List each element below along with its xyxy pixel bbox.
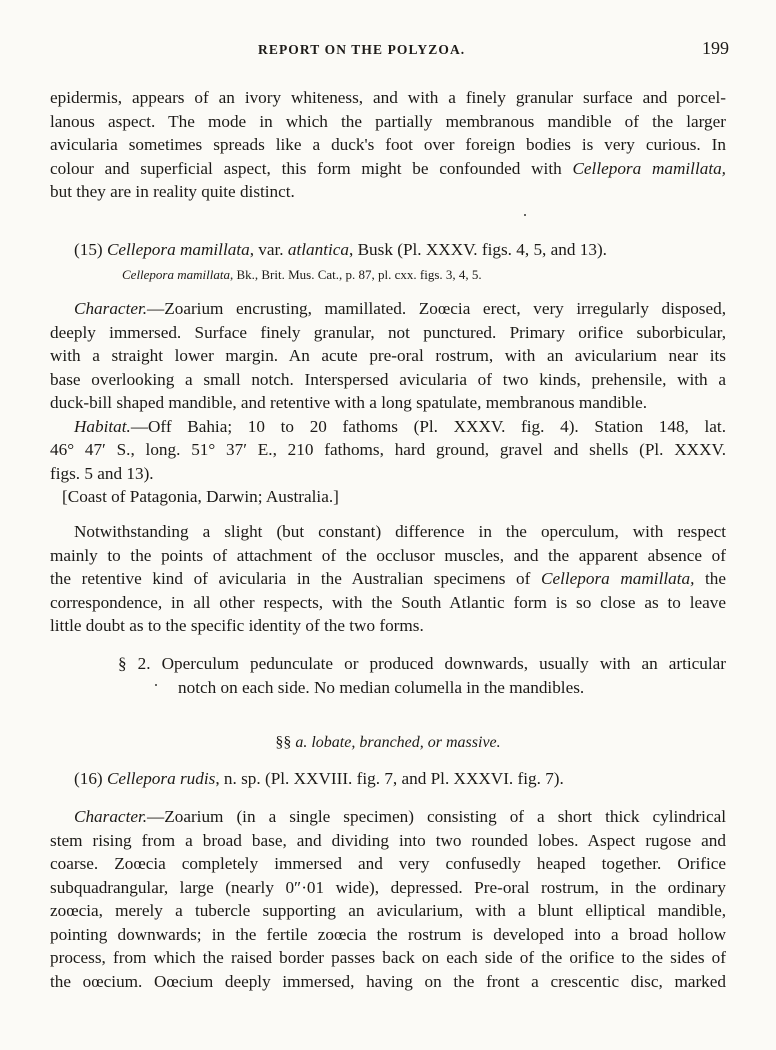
text-line: process, from which the raised border passes back on each side of the orifice to the sides of [50,948,726,967]
text-line: correspondence, in all other respects, with the South Atlantic form is so close as to leave [50,592,726,612]
text-line: colour and superficial aspect, this form might be confounded with Cellepora mamillata, [50,158,726,178]
text-line: [Coast of Patagonia, Darwin; Australia.] [62,487,339,506]
synonymy-reference: Cellepora mamillata, Bk., Brit. Mus. Cat., p. 87, pl. cxx. figs. 3, 4, 5. [122,267,482,282]
species-16-heading [50,767,726,791]
paragraph-continuation [50,86,726,204]
text-line: stem rising from a broad base, and dividing into two rounded lobes. Aspect rugose and [50,830,726,850]
page-header [0,38,776,62]
text-line: base overlooking a small notch. Interspersed avicularia of two kinds, prehensile, with a [50,369,726,389]
speck-mark [524,214,526,216]
text-line: Notwithstanding a slight (but constant) difference in the operculum, with respect [74,522,726,541]
text-line: 46° 47′ S., long. 51° 37′ E., 210 fathoms, hard ground, gravel and shells (Pl. XXXV. [50,440,726,459]
habitat-label: Habitat. [74,416,131,436]
discussion-paragraph [50,520,726,638]
speck-mark [155,684,157,686]
text-line: little doubt as to the specific identity of the two forms. [50,616,424,635]
species-name: Cellepora mamillata, [572,158,726,178]
text-line: duck-bill shaped mandible, and retentive with a long spatulate, membranous mandible. [50,393,648,412]
running-head: REPORT ON THE POLYZOA. [258,42,466,57]
text-line: with a straight lower margin. An acute pre-oral rostrum, with an avicularium near its [50,346,726,365]
text-line: subquadrangular, large (nearly 0″·01 wide), depressed. Pre-oral rostrum, in the ordinary [50,877,726,897]
text-line: the oœcium. Oœcium deeply immersed, having on the front a crescentic disc, marked [50,971,726,991]
synonymy-line [50,266,726,284]
text-line: the retentive kind of avicularia in the Australian specimens of Cellepora mamillata, the [50,569,727,588]
species-15-character [50,297,726,509]
text-line: Habitat.—Off Bahia; 10 to 20 fathoms (Pl. XXXV. fig. 4). Station 148, lat. [74,416,726,436]
text-line: but they are in reality quite distinct. [50,182,295,201]
text-line: notch on each side. No median columella in the mandibles. [178,677,585,697]
text-line: lanous aspect. The mode in which the partially membranous mandible of the larger [50,111,726,131]
text-line: figs. 5 and 13). [50,463,154,483]
species-15-heading [50,238,726,262]
character-label: Character. [74,807,148,826]
species-heading: (16) Cellepora rudis, n. sp. (Pl. XXVIII. fig. 7, and Pl. XXXVI. fig. 7). [74,769,564,788]
species-16-character [50,805,726,993]
subsection-heading: §§ a. lobate, branched, or massive. [275,734,501,751]
text-line: avicularia sometimes spreads like a duck's foot over foreign bodies is very curious. In [50,135,726,154]
text-line: pointing downwards; in the fertile zoœcia the rostrum is developed into a broad hollow [50,924,726,944]
text-line: zoœcia, merely a tubercle supporting an avicularium, with a blunt elliptical mandible, [50,901,726,920]
text-line: epidermis, appears of an ivory whiteness, and with a finely granular surface and porcel- [50,88,726,107]
text-line: Character.—Zoarium (in a single specimen) consisting of a short thick cylindrical [74,807,726,826]
text-line: Character.—Zoarium encrusting, mamillated. Zoœcia erect, very irregularly disposed, [74,299,726,318]
section-2-definition [118,652,726,699]
text-line: § 2. Operculum pedunculate or produced downwards, usually with an articular [118,654,726,673]
page-number: 199 [702,38,729,58]
species-name: Cellepora mamillata, [541,569,695,588]
character-label: Character. [74,299,148,318]
text-line: coarse. Zoœcia completely immersed and very confusedly heaped together. Orifice [50,854,726,873]
species-heading: (15) Cellepora mamillata, var. atlantica, Busk (Pl. XXXV. figs. 4, 5, and 13). [74,240,607,259]
text-line: mainly to the points of attachment of the occlusor muscles, and the apparent absence of [50,545,726,565]
text-line: deeply immersed. Surface finely granular, not punctured. Primary orifice suborbicular, [50,322,726,342]
